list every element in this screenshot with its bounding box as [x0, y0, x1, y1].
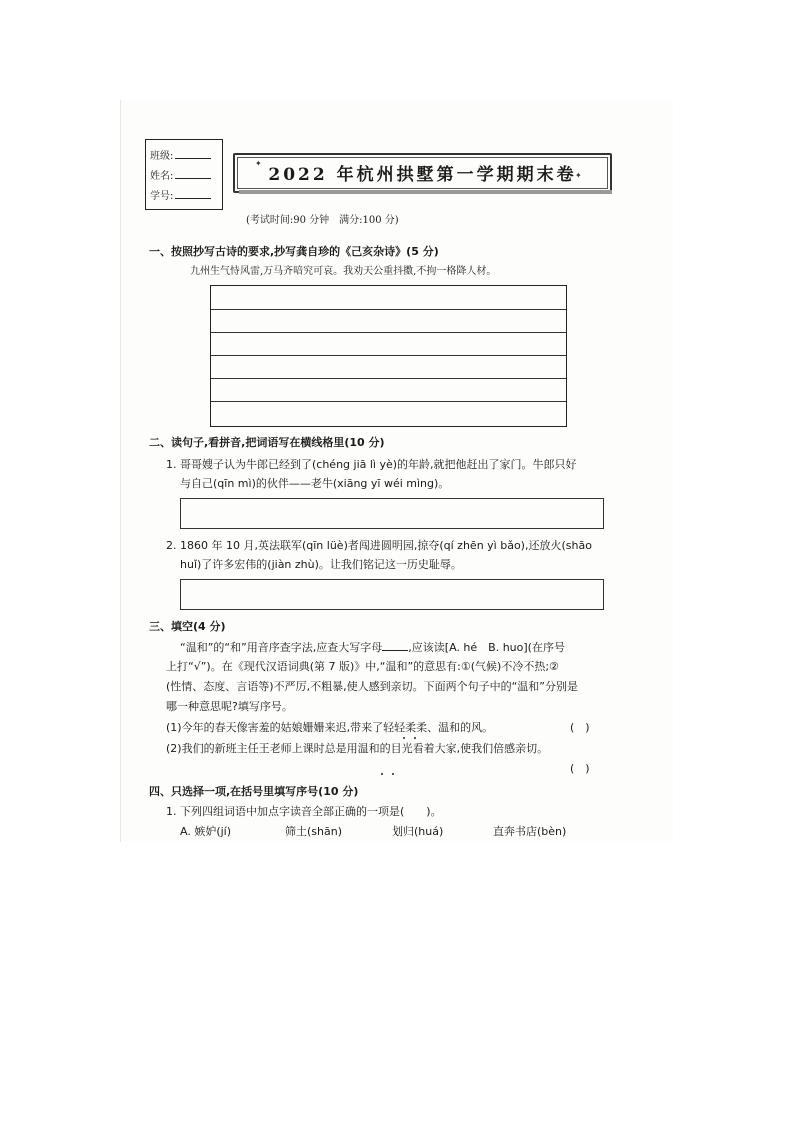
section-1-heading: 一、按照抄写古诗的要求,抄写龚自珍的《己亥杂诗》(5 分) [149, 245, 439, 258]
answer-paren-1[interactable]: ( ) [570, 721, 590, 734]
fill-paragraph-line-4: 哪一种意思呢?填写序号。 [166, 700, 293, 713]
banner-decoration-icon: ✦ [575, 171, 582, 180]
emphasis-dot [381, 773, 383, 775]
letter-blank[interactable] [382, 640, 408, 651]
emphasis-dot [414, 737, 416, 739]
answer-box-2-2[interactable] [180, 579, 604, 610]
section-2-heading: 二、读句子,看拼音,把词语写在横线格里(10 分) [149, 436, 385, 449]
banner-decoration-icon: ✦ [255, 159, 262, 168]
question-2-1-line-2: 与自己(qīn mì)的伙伴——老牛(xiāng yī wéi mìng)。 [180, 477, 450, 490]
question-2-2-line-2: huǐ)了许多宏伟的(jiàn zhù)。让我们铭记这一历史耻辱。 [180, 558, 462, 571]
question-2-2-line-1: 2. 1860 年 10 月,英法联军(qīn lüè)者闯进圆明园,掠夺(qí zhēn yì bǎo),还放火(shāo [166, 539, 592, 552]
class-field[interactable]: 班级: [150, 149, 211, 163]
exam-meta: (考试时间:90 分钟 满分:100 分) [246, 215, 399, 226]
sentence-2: (2)我们的新班主任王老师上课时总是用温和的目光看着大家,使我们倍感亲切。 [166, 742, 549, 755]
option-a-word-4: 直奔书店(bèn) [493, 825, 567, 838]
poem-writing-grid[interactable] [210, 285, 567, 427]
name-blank[interactable] [175, 169, 211, 179]
question-4-1: 1. 下列四组词语中加点字读音全部正确的一项是( )。 [166, 805, 442, 818]
title-banner [233, 153, 612, 193]
fill-paragraph-line-1: “温和”的“和”用音序查字法,应查大写字母 ,应该读[A. hé B. huo](在序号 [180, 641, 565, 654]
id-field[interactable]: 学号: [150, 189, 211, 203]
student-info-box [145, 139, 223, 210]
name-field[interactable]: 姓名: [150, 169, 211, 183]
poem-text: 九州生气恃风雷,万马齐喑究可哀。我劝天公重抖擞,不拘一格降人材。 [190, 266, 497, 277]
option-a-word-1: A. 嫉妒(jí) [180, 825, 232, 838]
page-title: 2022 年杭州拱墅第一学期期末卷 [268, 165, 577, 185]
emphasis-dot [392, 773, 394, 775]
section-3-heading: 三、填空(4 分) [149, 620, 226, 633]
answer-paren-2[interactable]: ( ) [570, 762, 590, 775]
answer-box-2-1[interactable] [180, 498, 604, 529]
emphasis-dot [403, 737, 405, 739]
class-blank[interactable] [175, 149, 211, 159]
fill-paragraph-line-3: (性情、态度、言语等)不严厉,不粗暴,使人感到亲切。下面两个句子中的“温和”分别是 [166, 680, 578, 693]
fill-paragraph-line-2: 上打“√”)。在《现代汉语词典(第 7 版)》中,“温和”的意思有:①(气候)不冷不热;② [166, 660, 559, 673]
option-a-word-2: 筛土(shān) [285, 825, 342, 838]
sentence-1: (1)今年的春天像害羞的姑娘姗姗来迟,带来了轻轻柔柔、温和的风。 [166, 721, 494, 734]
option-a-word-3: 划归(huá) [392, 825, 444, 838]
question-2-1-line-1: 1. 哥哥嫂子认为牛郎已经到了(chéng jiā lì yè)的年龄,就把他赶出了家门。牛郎只好 [166, 458, 577, 471]
section-4-heading: 四、只选择一项,在括号里填写序号(10 分) [149, 785, 359, 798]
id-blank[interactable] [175, 189, 211, 199]
